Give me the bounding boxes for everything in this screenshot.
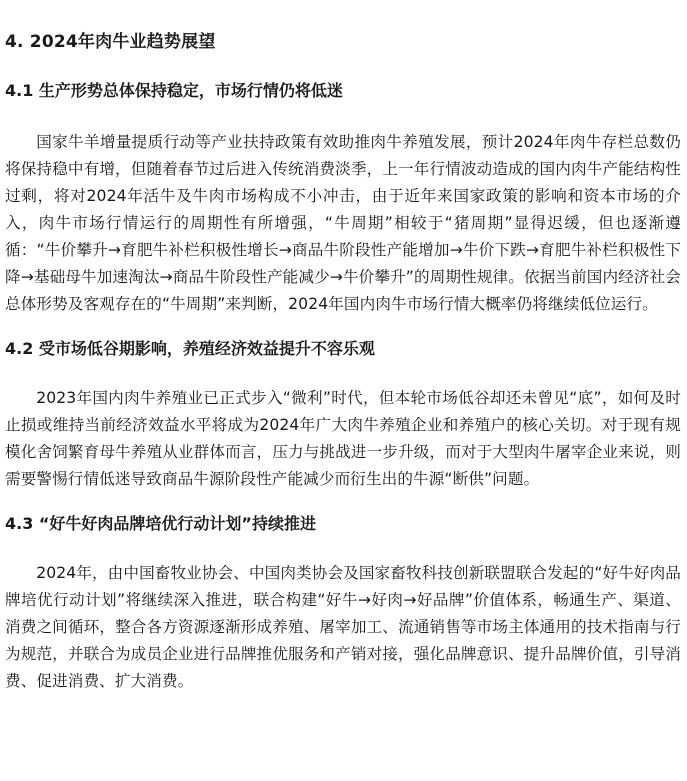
section-title: 4. 2024年肉牛业趋势展望 — [5, 32, 216, 52]
subsection-body-4-1: 国家牛羊增量提质行动等产业扶持政策有效助推肉牛养殖发展，预计2024年肉牛存栏总数仍将保持稳中有增，但随着春节过后进入传统消费淡季，上一年行情波动造成的国内肉牛产能结构性过剩，将对2024年活牛及牛肉市场构成不小冲击，由于近年来国家政策的影响和资本市场的介入，肉牛市场行情运行的周期性有所增强，“牛周期”相较于“猪周期”显得迟缓，但也逐渐遵循：“牛价攀升→育肥牛补栏积极性增长→商品牛阶段性产能增加→牛价下跌→育肥牛补栏积极性下降→基础母牛加速淘汰→商品牛阶段性产能减少→牛价攀升”的周期性规律。依据当前国内经济社会总体形势及客观存在的“牛周期”来判断，2024年国内肉牛市场行情大概率仍将继续低位运行。 — [5, 133, 681, 313]
subsection-title-4-3: 4.3 “好牛好肉品牌培优行动计划”持续推进 — [5, 514, 316, 533]
subsection-title-4-2: 4.2 受市场低谷期影响，养殖经济效益提升不容乐观 — [5, 339, 375, 358]
subsection-title-4-1: 4.1 生产形势总体保持稳定，市场行情仍将低迷 — [5, 81, 343, 100]
subsection-body-4-3: 2024年，由中国畜牧业协会、中国肉类协会及国家畜牧科技创新联盟联合发起的“好牛好肉品牌培优行动计划”将继续深入推进，联合构建“好牛→好肉→好品牌”价值体系，畅通生产、渠道、消费之间循环，整合各方资源逐渐形成养殖、屠宰加工、流通销售等市场主体通用的技术指南与行为规范，并联合为成员企业进行品牌推优服务和产销对接，强化品牌意识、提升品牌价值，引导消费、促进消费、扩大消费。 — [5, 564, 681, 690]
subsection-body-4-2: 2023年国内肉牛养殖业已正式步入“微利”时代，但本轮市场低谷却还未曾见“底”，如何及时止损或维持当前经济效益水平将成为2024年广大肉牛养殖企业和养殖户的核心关切。对于现有规模化舍饲繁育母牛养殖从业群体而言，压力与挑战进一步升级，而对于大型肉牛屠宰企业来说，则需要警惕行情低迷导致商品牛源阶段性产能减少而衍生出的牛源“断供”问题。 — [5, 389, 681, 488]
